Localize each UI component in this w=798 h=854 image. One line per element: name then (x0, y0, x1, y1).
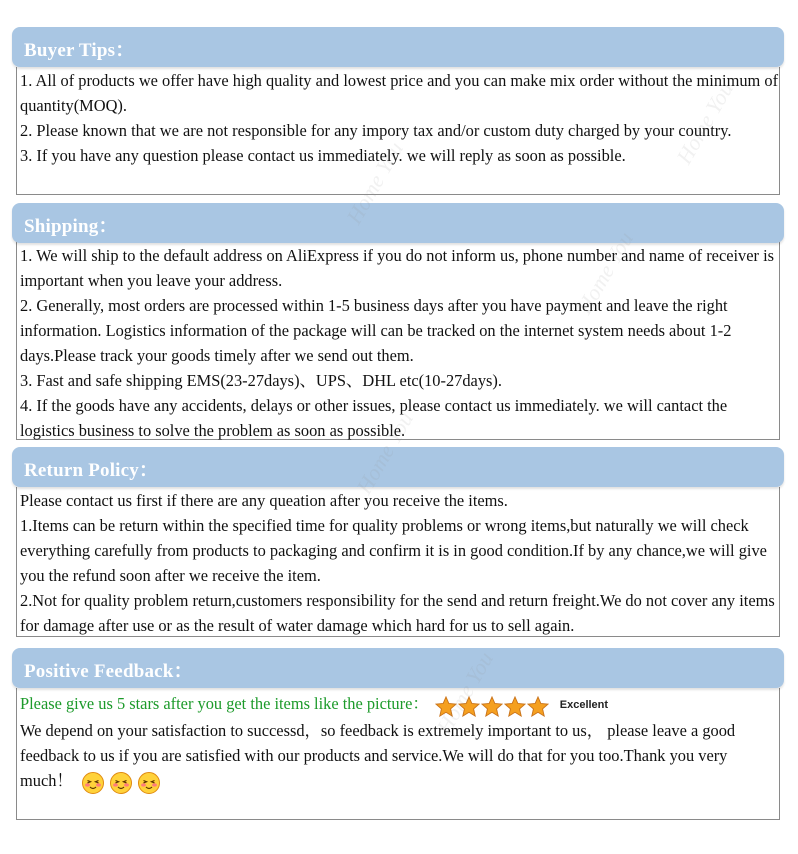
blushing-face-icon (109, 771, 133, 795)
positive-feedback-header (12, 648, 784, 688)
positive-feedback-section (12, 648, 784, 820)
return-policy-header (12, 447, 784, 487)
positive-feedback-title: Positive Feedback： (24, 661, 193, 682)
shipping-item: 3. Fast and safe shipping EMS(23-27days)、UPS、DHL etc(10-27days). (20, 371, 502, 390)
shipping-item: 2. Generally, most orders are processed within 1-5 business days after you have payment and leave the right information. Logistics information of the package will can be tracked on the internet system needs about 1-2 days.Please track your goods timely after we send out them. (20, 296, 732, 365)
return-policy-section (12, 447, 784, 637)
buyer-tips-title: Buyer Tips： (24, 40, 135, 61)
emoji-row (81, 769, 165, 795)
feedback-body (17, 718, 779, 795)
return-policy-title: Return Policy： (24, 460, 159, 481)
feedback-prompt-line (17, 691, 779, 718)
shipping-title: Shipping： (24, 216, 118, 237)
blushing-face-icon (137, 771, 161, 795)
buyer-tips-box (16, 67, 780, 195)
shipping-header (12, 203, 784, 243)
return-policy-item: 2.Not for quality problem return,customers responsibility for the send and return freight.We do not cover any items for damage after use or as the result of water damage which hard for us to sell again. (20, 591, 775, 635)
buyer-tips-header (12, 27, 784, 67)
positive-feedback-box (16, 688, 780, 820)
star-icon (504, 696, 526, 717)
blushing-face-icon (81, 771, 105, 795)
shipping-section (12, 203, 784, 440)
shipping-item: 1. We will ship to the default address on AliExpress if you do not inform us, phone number and name of receiver is important when you leave your address. (20, 246, 775, 290)
buyer-tip-item: 2. Please known that we are not responsible for any impory tax and/or custom duty charged by your country. (20, 121, 732, 140)
buyer-tip-item: 3. If you have any question please contact us immediately. we will reply as soon as possible. (20, 146, 626, 165)
buyer-tip-item: 1. All of products we offer have high quality and lowest price and you can make mix order without the minimum of quantity(MOQ). (20, 71, 779, 115)
rating-label: Excellent (559, 698, 609, 711)
return-policy-item: Please contact us first if there are any queation after you receive the items. (20, 491, 508, 510)
return-policy-box (16, 487, 780, 637)
feedback-prompt: Please give us 5 stars after you get the items like the picture： (20, 694, 429, 713)
star-icon (481, 696, 503, 717)
buyer-tips-section (12, 27, 784, 195)
feedback-body-text: We depend on your satisfaction to successd，so feedback is extremely important to us， please leave a good feedback to us if you are satisfied with our products and service.We will do that for you too.Thank you very much！ (20, 720, 736, 790)
star-icon (527, 696, 549, 717)
shipping-box (16, 241, 780, 440)
star-icon (435, 696, 457, 717)
return-policy-item: 1.Items can be return within the specified time for quality problems or wrong items,but naturally we will check everything carefully from products to packaging and confirm it is in good condition.If by any chance,we will give you the refund soon after we receive the item. (20, 516, 767, 585)
shipping-item: 4. If the goods have any accidents, delays or other issues, please contact us immediately. we will cantact the logistics business to solve the problem as soon as possible. (20, 396, 728, 440)
five-star-rating (435, 693, 550, 718)
star-icon (458, 696, 480, 717)
